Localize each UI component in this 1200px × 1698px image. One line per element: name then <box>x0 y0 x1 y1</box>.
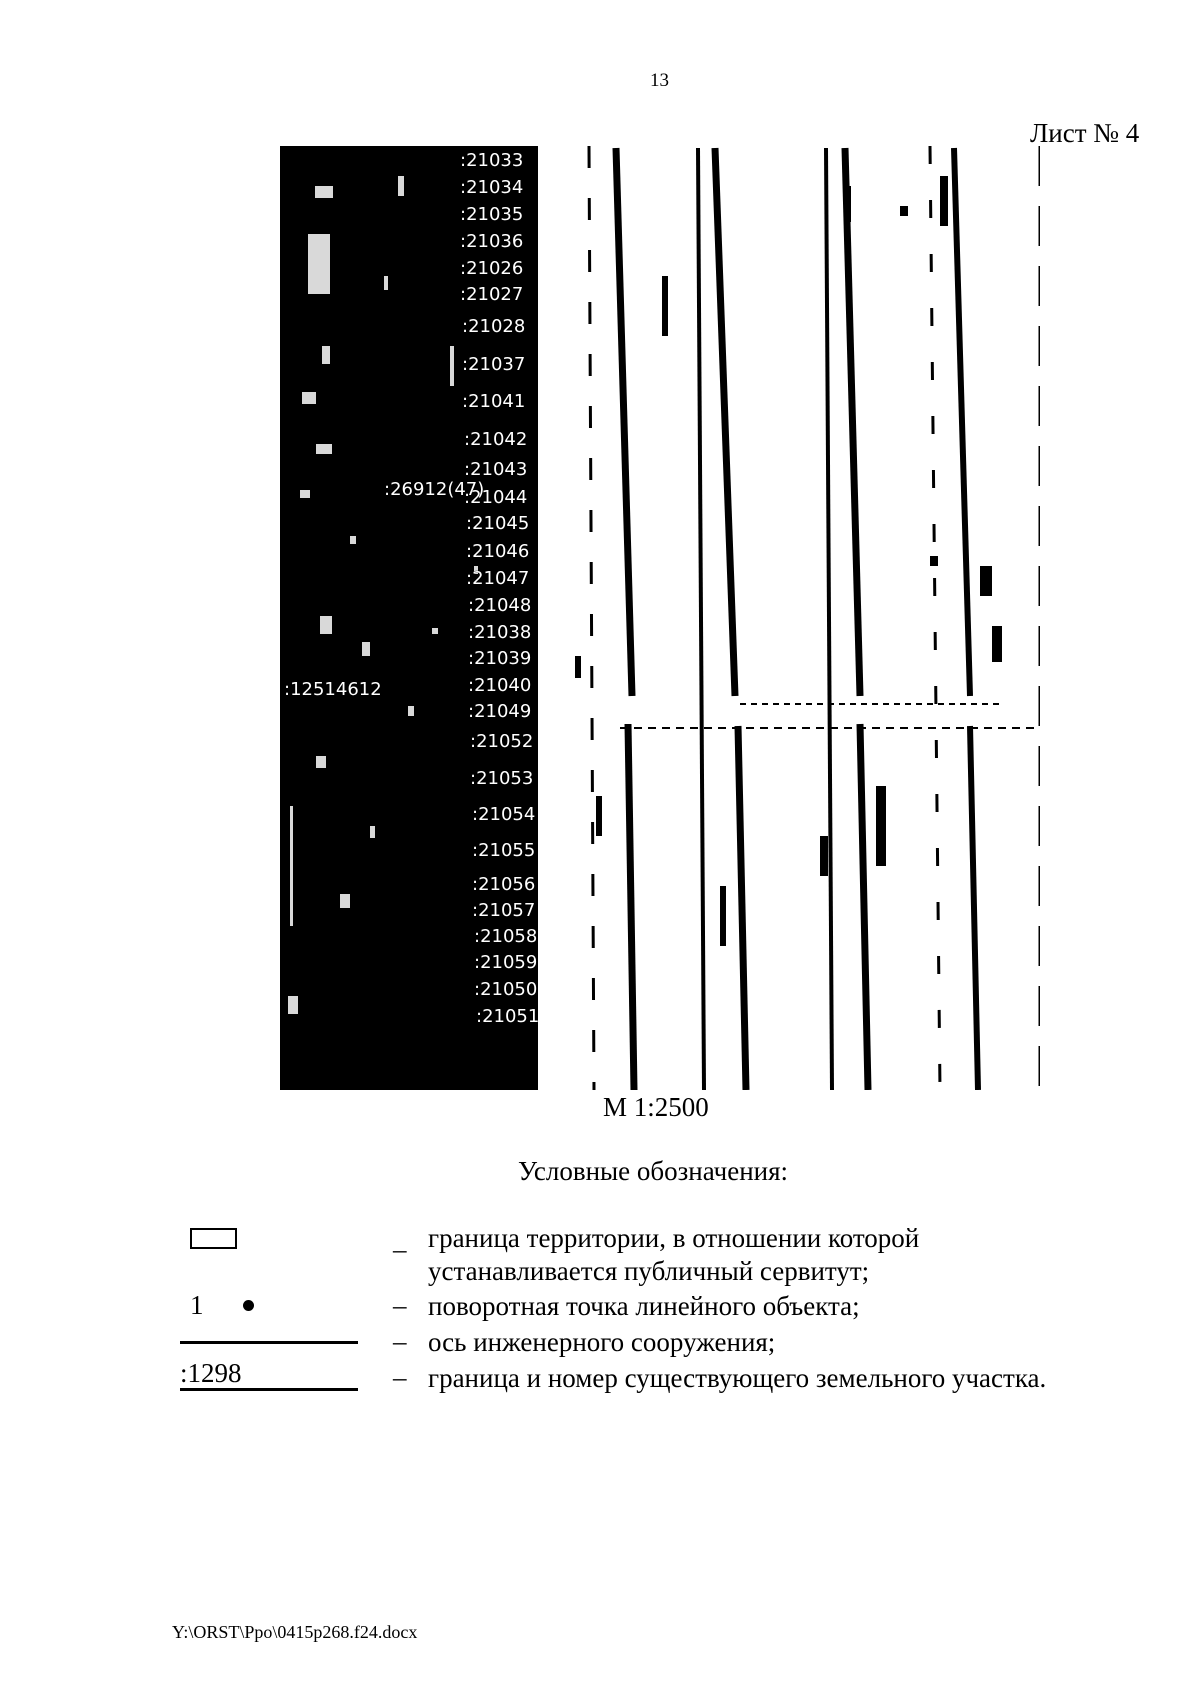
parcel-label: :21053 <box>470 768 534 789</box>
parcel-label: :21046 <box>466 541 530 562</box>
parcel-label: :21040 <box>468 675 532 696</box>
legend-title: Условные обозначения: <box>518 1156 789 1186</box>
parcel-label: :21028 <box>462 316 526 337</box>
page-number: 13 <box>650 70 669 91</box>
parcel-label: :21036 <box>460 231 524 252</box>
parcel-label: :21027 <box>460 284 524 305</box>
legend-dash: – <box>393 1362 407 1392</box>
legend-dash: – <box>393 1290 407 1320</box>
cadastral-map <box>280 146 1040 1090</box>
legend-text: граница территории, в отношении которой <box>428 1223 920 1253</box>
parcel-label: :21047 <box>466 568 530 589</box>
axis-line-icon <box>180 1341 358 1344</box>
parcel-label: :21035 <box>460 204 524 225</box>
parcel-label-26912: :26912(47) <box>384 479 485 500</box>
parcel-label-12514612: :12514612 <box>284 679 382 700</box>
file-path: Y:\ORST\Ppo\0415p268.f24.docx <box>172 1622 418 1642</box>
legend-item-servitude-boundary <box>175 1222 1175 1286</box>
parcel-number-sample: :1298 <box>180 1358 358 1391</box>
parcel-label: :21026 <box>460 258 524 279</box>
parcel-label: :21059 <box>474 952 538 973</box>
parcel-label: :21044 <box>464 487 528 508</box>
parcel-label: :21039 <box>468 648 532 669</box>
legend-text: поворотная точка линейного объекта; <box>428 1291 860 1321</box>
legend-dash: – <box>393 1234 407 1264</box>
parcel-label: :21037 <box>462 354 526 375</box>
legend-item-turning-point <box>175 1290 1175 1330</box>
legend-dash: – <box>393 1326 407 1356</box>
parcel-label: :21058 <box>474 926 538 947</box>
parcel-label: :21048 <box>468 595 532 616</box>
parcel-label: :21054 <box>472 804 536 825</box>
parcel-label: :21056 <box>472 874 536 895</box>
parcel-label: :21041 <box>462 391 526 412</box>
parcel-label: :21051 <box>476 1006 540 1027</box>
parcel-label: :21050 <box>474 979 538 1000</box>
map-scale: М 1:2500 <box>603 1092 709 1122</box>
point-dot-icon <box>243 1300 254 1311</box>
boundary-rectangle-icon <box>190 1228 237 1249</box>
parcel-label: :21052 <box>470 731 534 752</box>
map-road-lines <box>589 146 1040 1090</box>
parcel-label: :21043 <box>464 459 528 480</box>
parcel-label: :21049 <box>468 701 532 722</box>
point-number: 1 <box>190 1290 204 1320</box>
parcel-label: :21038 <box>468 622 532 643</box>
legend-text: граница и номер существующего земельного участка. <box>428 1363 1047 1393</box>
legend-item-land-parcel <box>175 1358 1175 1402</box>
legend-text: устанавливается публичный сервитут; <box>428 1256 870 1286</box>
parcel-label: :21033 <box>460 150 524 171</box>
map-blobs <box>575 176 1002 946</box>
parcel-label: :21042 <box>464 429 528 450</box>
parcel-label: :21034 <box>460 177 524 198</box>
sheet-label: Лист № 4 <box>1030 118 1140 148</box>
parcel-label: :21055 <box>472 840 536 861</box>
parcel-label: :21045 <box>466 513 530 534</box>
legend-text: ось инженерного сооружения; <box>428 1327 776 1357</box>
parcel-label: :21057 <box>472 900 536 921</box>
